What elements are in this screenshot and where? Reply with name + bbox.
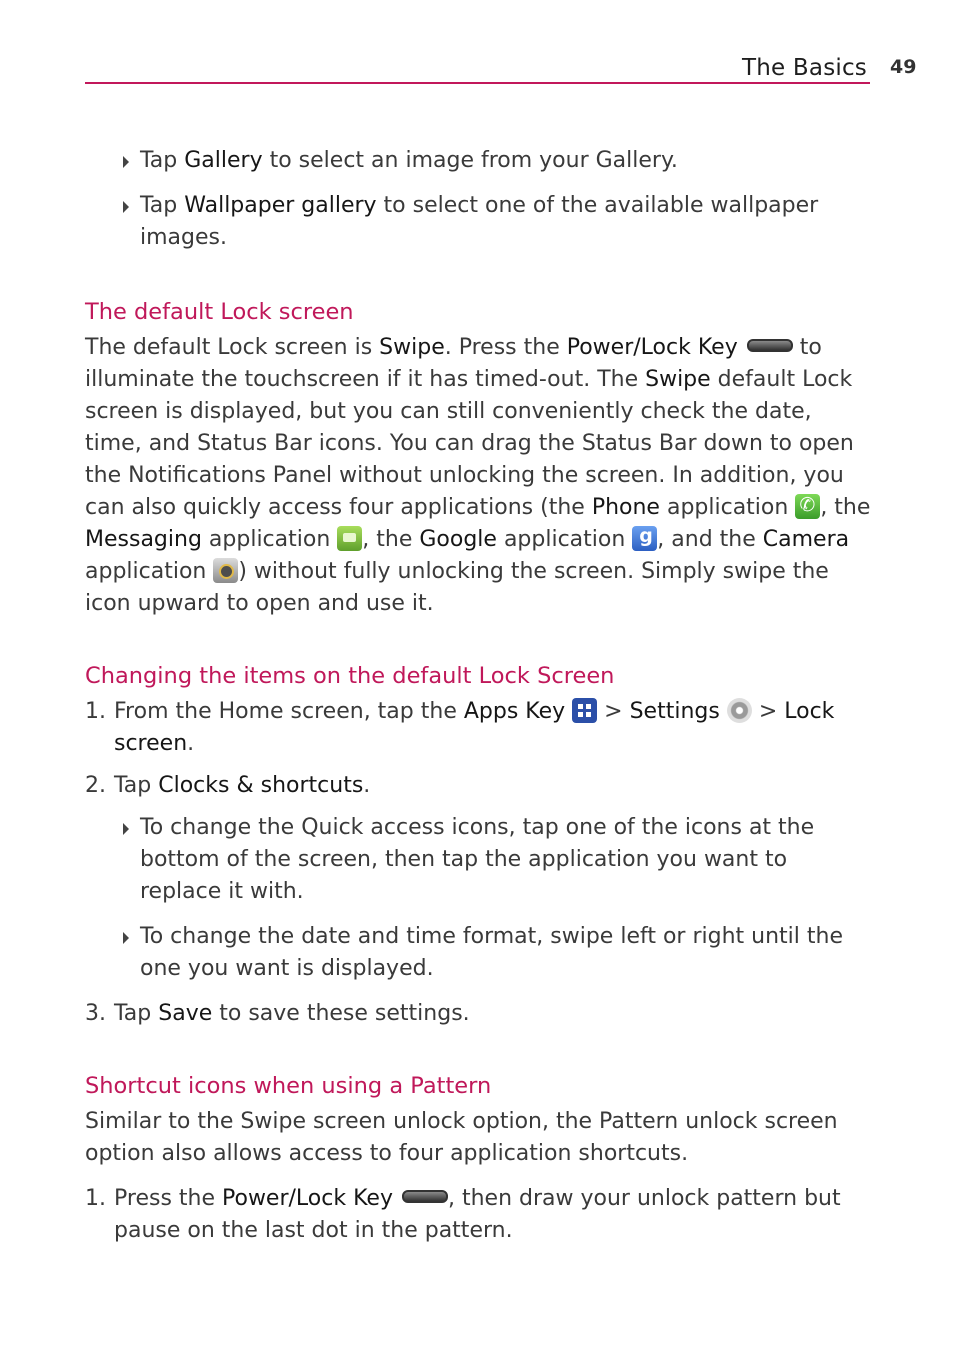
camera-icon (213, 558, 238, 583)
step-1-apps-settings: 1. From the Home screen, tap the Apps Key > Settings > Lock screen. (85, 699, 835, 756)
settings-gear-icon (727, 698, 752, 723)
step-2-clocks-shortcuts: 2. Tap Clocks & shortcuts. (85, 773, 371, 798)
power-lock-key-icon (747, 339, 793, 352)
google-icon (632, 526, 657, 551)
step-3-save: 3. Tap Save to save these settings. (85, 1001, 470, 1026)
step-2-sub-bullets (85, 812, 875, 985)
header-title: The Basics (742, 55, 867, 81)
section-heading-changing-items: Changing the items on the default Lock Screen (85, 663, 615, 689)
sub-bullet-date-time: To change the date and time format, swipe left or right until the one you want is displayed. (85, 921, 875, 985)
power-lock-key-icon (402, 1190, 448, 1203)
page-header (85, 50, 870, 84)
bullet-gallery: Tap Gallery to select an image from your Gallery. (85, 145, 875, 177)
pattern-step-1: 1. Press the Power/Lock Key , then draw your unlock pattern but pause on the last dot in the pattern. (85, 1186, 841, 1243)
apps-key-icon (572, 698, 597, 723)
section-heading-shortcut-icons-pattern: Shortcut icons when using a Pattern (85, 1073, 492, 1099)
wallpaper-gallery-key: Wallpaper gallery (184, 193, 377, 218)
page-number: 49 (890, 56, 917, 78)
page-content (85, 145, 875, 1257)
gallery-key: Gallery (184, 148, 263, 173)
sub-bullet-quick-access: To change the Quick access icons, tap one of the icons at the bottom of the screen, then tap the application you want to replace it with. (85, 812, 875, 908)
default-lock-screen-paragraph: The default Lock screen is Swipe. Press the Power/Lock Key to illuminate the touchscreen if it has timed-out. The Swipe default Lock screen is displayed, but you can still conveniently check the date, time, and Status Bar icons. You can drag the Status Bar down to open the Notifications Panel without unlocking the screen. In addition, you can also quickly access four applications (the Phone application ✆, the Messaging application , the Google application g, and the Camera application ) without fully unlocking the screen. Simply swipe the icon upward to open and use it. (85, 332, 875, 620)
bullet-wallpaper-gallery: Tap Wallpaper gallery to select one of the available wallpaper images. (85, 190, 875, 254)
section-heading-default-lock-screen: The default Lock screen (85, 299, 354, 325)
pattern-paragraph: Similar to the Swipe screen unlock option, the Pattern unlock screen option also allows access to four application shortcuts. (85, 1109, 838, 1166)
phone-icon (795, 494, 820, 519)
messaging-icon (337, 526, 362, 551)
